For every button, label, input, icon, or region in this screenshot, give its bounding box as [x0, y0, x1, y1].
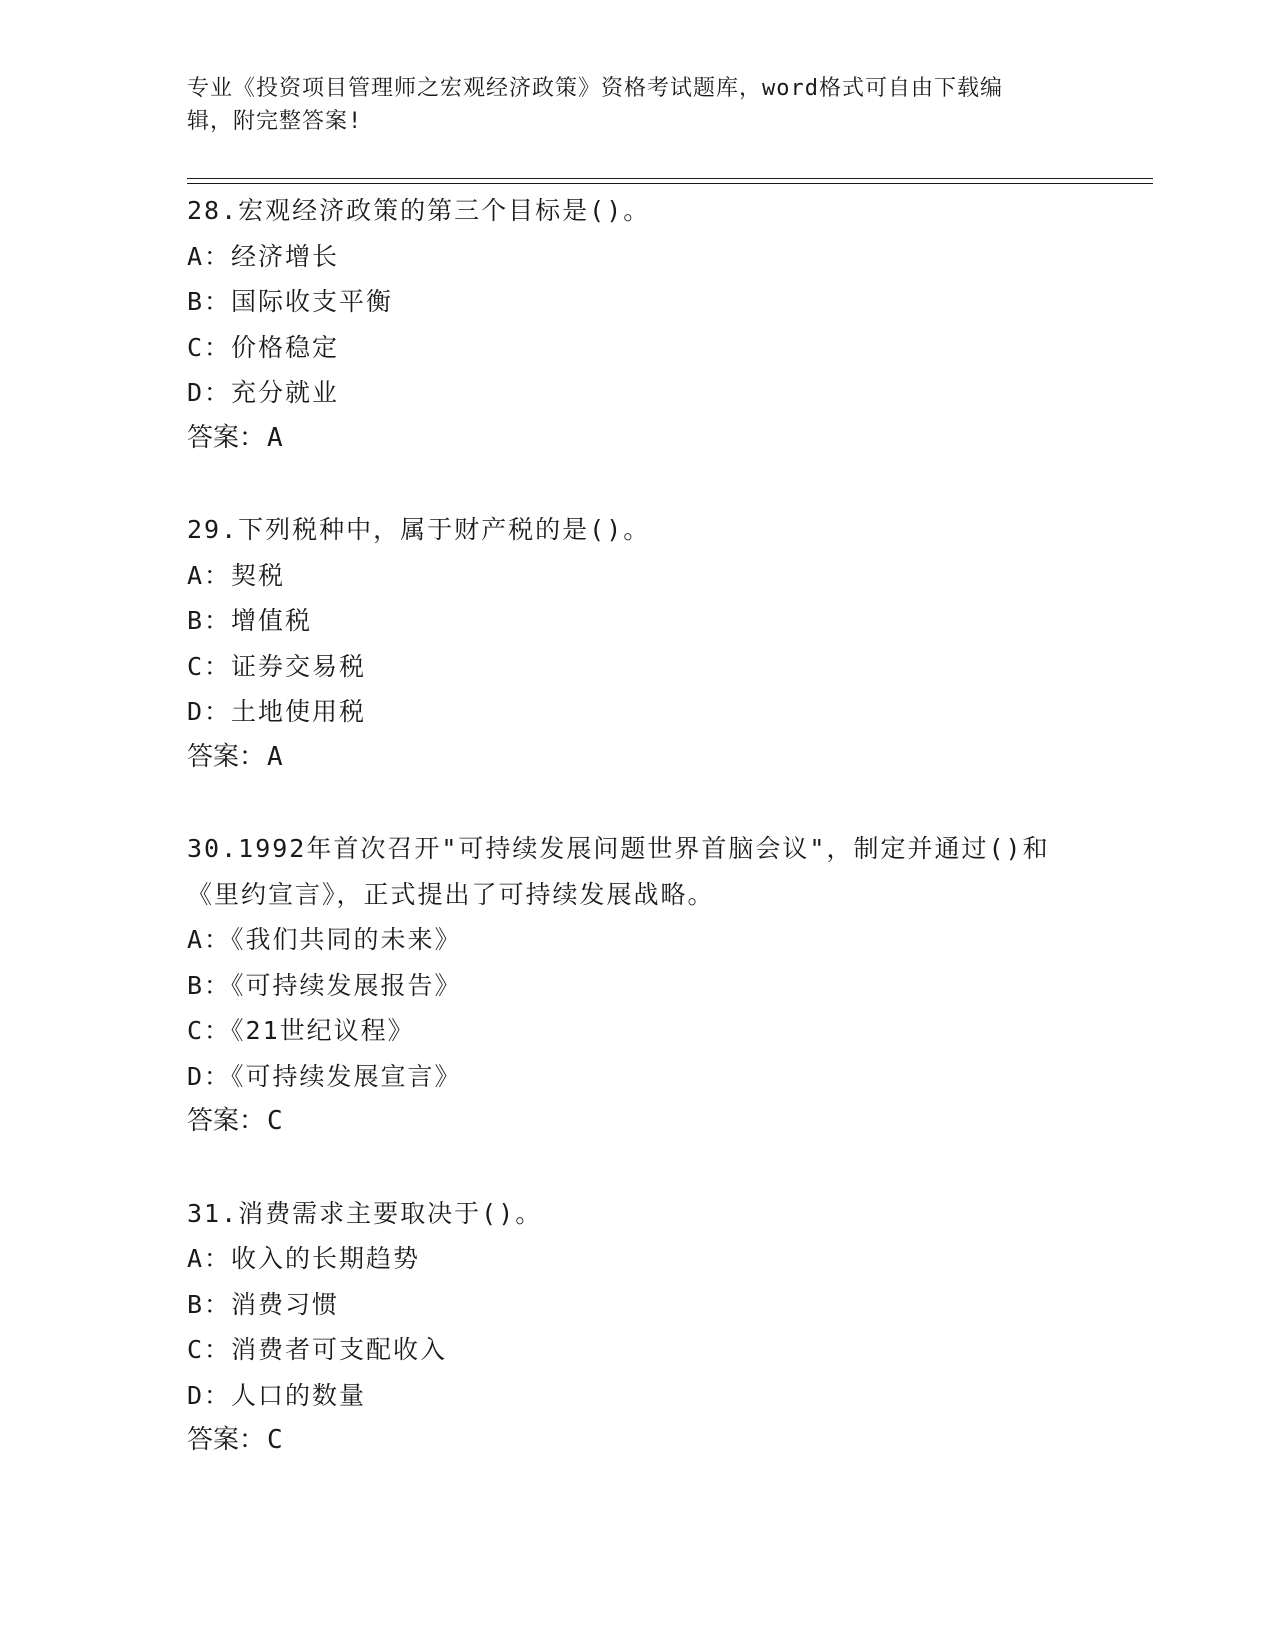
answer-label: 答案： [187, 422, 266, 453]
option-a: A：经济增长 [187, 241, 340, 271]
option-b: B：国际收支平衡 [187, 287, 394, 316]
document-header [187, 72, 1087, 138]
option-a: A：收入的长期趋势 [187, 1244, 421, 1273]
answer-value: A [267, 422, 283, 453]
answer-line [187, 1099, 1137, 1145]
header-line-1: 专业《投资项目管理师之宏观经济政策》资格考试题库，word格式可自由下载编 [187, 76, 1003, 101]
answer-value: C [267, 1425, 283, 1455]
option-b: B：增值税 [187, 606, 313, 635]
answer-line [187, 416, 1137, 462]
answer-label: 答案： [187, 1425, 266, 1455]
question-29 [187, 507, 1137, 780]
question-stem: 31.消费需求主要取决于()。 [187, 1198, 543, 1228]
answer-line [187, 1418, 1137, 1464]
option-a: A：契税 [187, 560, 286, 590]
question-30 [187, 826, 1137, 1145]
header-divider-top [187, 178, 1153, 179]
answer-label: 答案： [187, 741, 266, 772]
answer-label: 答案： [187, 1106, 266, 1136]
question-list [187, 188, 1137, 1510]
option-d: D：土地使用税 [187, 697, 367, 726]
question-stem: 28.宏观经济政策的第三个目标是()。 [187, 196, 651, 225]
option-c: C：价格稳定 [187, 332, 340, 362]
question-28 [187, 188, 1137, 461]
answer-value: A [267, 741, 283, 772]
option-d: D：充分就业 [187, 378, 340, 407]
option-c: C：证券交易税 [187, 651, 367, 681]
question-stem: 29.下列税种中，属于财产税的是()。 [187, 515, 651, 544]
question-31 [187, 1191, 1137, 1464]
option-b: B：消费习惯 [187, 1289, 340, 1319]
option-c: C：消费者可支配收入 [187, 1335, 448, 1364]
option-c: C：《21世纪议程》 [187, 1016, 415, 1045]
answer-value: C [267, 1106, 283, 1136]
option-d: D：《可持续发展宣言》 [187, 1061, 462, 1091]
header-line-2: 辑，附完整答案! [187, 109, 363, 134]
option-d: D：人口的数量 [187, 1380, 367, 1410]
header-divider-bottom [187, 183, 1153, 184]
answer-line [187, 735, 1137, 781]
option-a: A：《我们共同的未来》 [187, 925, 462, 954]
question-stem-line-1: 30.1992年首次召开"可持续发展问题世界首脑会议"，制定并通过()和 [187, 834, 1050, 863]
question-stem-line-2: 《里约宣言》，正式提出了可持续发展战略。 [187, 879, 715, 909]
option-b: B：《可持续发展报告》 [187, 970, 462, 1000]
